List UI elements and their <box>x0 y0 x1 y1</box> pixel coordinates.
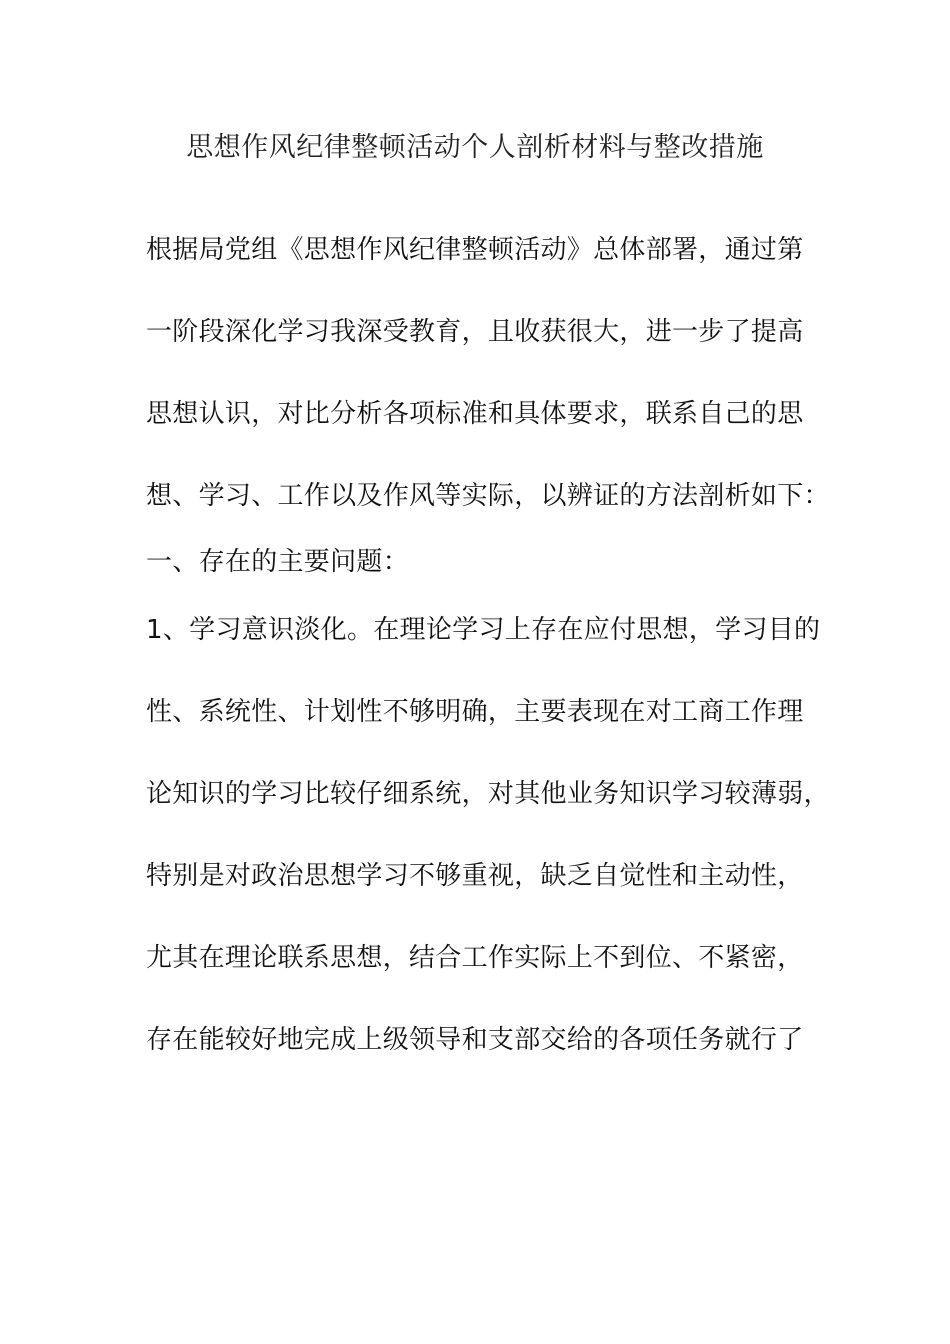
paragraph-line-5: 1、学习意识淡化。在理论学习上存在应付思想，学习目的 <box>146 615 821 645</box>
paragraph-line-10: 存在能较好地完成上级领导和支部交给的各项任务就行了 <box>146 1025 804 1055</box>
paragraph-line-8: 特别是对政治思想学习不够重视，缺乏自觉性和主动性， <box>146 861 804 891</box>
paragraph-line-9: 尤其在理论联系思想，结合工作实际上不到位、不紧密， <box>146 943 804 973</box>
paragraph-line-2: 一阶段深化学习我深受教育，且收获很大，进一步了提高 <box>146 317 804 347</box>
section-heading: 一、存在的主要问题： <box>146 547 410 577</box>
paragraph-line-3: 思想认识，对比分析各项标准和具体要求，联系自己的思 <box>146 399 804 429</box>
paragraph-line-4: 想、学习、工作以及作风等实际，以辨证的方法剖析如下： <box>146 481 830 511</box>
document-title: 思想作风纪律整顿活动个人剖析材料与整改措施 <box>186 132 764 163</box>
paragraph-line-1: 根据局党组《思想作风纪律整顿活动》总体部署，通过第 <box>146 235 804 265</box>
paragraph-line-6: 性、系统性、计划性不够明确，主要表现在对工商工作理 <box>146 697 804 727</box>
paragraph-line-7: 论知识的学习比较仔细系统，对其他业务知识学习较薄弱， <box>146 779 830 809</box>
